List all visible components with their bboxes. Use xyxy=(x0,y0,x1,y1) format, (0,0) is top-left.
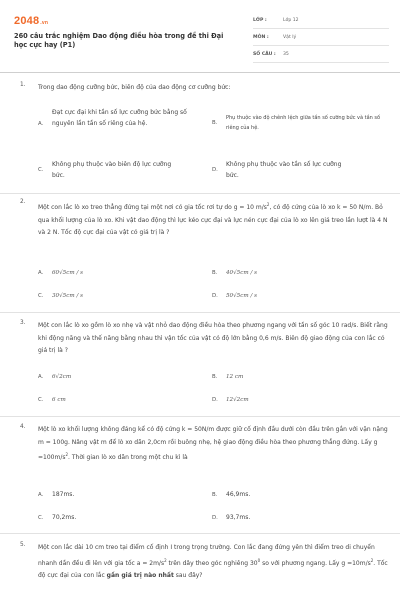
option-text: 46,9ms. xyxy=(226,491,251,498)
question-number: 2. xyxy=(20,199,26,205)
meta-subject-row xyxy=(253,33,389,46)
option-letter: D. xyxy=(212,515,218,521)
option-letter: D. xyxy=(212,167,218,173)
option-letter: A. xyxy=(38,121,44,127)
question-text-part: . Tốc độ cực đại của con lắc xyxy=(38,559,388,580)
option-text: 70,2ms. xyxy=(52,514,77,521)
question-text xyxy=(38,424,388,465)
emphasis-text: gần giá trị nào nhất xyxy=(106,572,174,580)
question-text xyxy=(38,199,388,240)
question-text-part: so với phương ngang. Lấy g =10m/s xyxy=(260,559,371,567)
option-letter: B. xyxy=(212,492,218,498)
meta-class-value: Lớp 12 xyxy=(283,18,299,23)
option-letter: B. xyxy=(212,270,218,276)
option-letter: B. xyxy=(212,374,218,380)
option-text: 187ms. xyxy=(52,491,75,498)
question-text-part: . Thời gian lò xo dãn trong một chu kì là xyxy=(68,454,188,462)
superscript: 2 xyxy=(370,557,374,563)
option-text: 30√5cm / s xyxy=(52,293,83,299)
meta-class-row xyxy=(253,16,389,29)
option-letter: A. xyxy=(38,270,44,276)
document-title: 260 câu trắc nghiệm Dao động điều hòa trong đề thi Đại học cực hay (P1) xyxy=(14,32,224,49)
logo-suffix: .vn xyxy=(40,20,49,26)
meta-class-label: LỚP : xyxy=(253,18,267,23)
question-number: 5. xyxy=(20,542,26,548)
option-text: 93,7ms. xyxy=(226,514,251,521)
page-header xyxy=(0,0,400,70)
question-divider xyxy=(0,312,400,313)
option-text: 50√5cm / s xyxy=(226,293,257,299)
question-number: 3. xyxy=(20,320,26,326)
question-number: 4. xyxy=(20,424,26,430)
option-text: Phụ thuộc vào độ chênh lệch giữa tần số cưỡng bức và tần số riêng của hệ. xyxy=(226,115,381,131)
option-letter: D. xyxy=(212,397,218,403)
question-text-part: Một con lắc lò xo treo thẳng đứng tại một nơi có gia tốc rơi tự do g = 10 m/s xyxy=(38,204,267,211)
option-letter: A. xyxy=(38,374,44,380)
meta-subject-value: Vật lý xyxy=(283,35,297,40)
question-number: 1. xyxy=(20,82,26,88)
option-letter: D. xyxy=(212,293,218,299)
meta-count-value: 35 xyxy=(283,52,289,57)
option-text: 12√2cm xyxy=(226,397,249,403)
superscript: 2 xyxy=(164,557,167,563)
option-letter: C. xyxy=(38,515,44,521)
question-text-part: , có độ cứng của lò xo k = 50 N/m. Bỏ qua khối lượng của lò xo. Khi vật dao động thì lực kéo cực đại và lực nén cực đại của lò xo lên giá treo lần lượt là 4 N và 2 N. Tốc độ cực đại của vật có giá trị là ? xyxy=(38,204,388,237)
option-letter: A. xyxy=(38,492,44,498)
question-text-part: Một con lắc dài 10 cm treo tại điểm cố định I trong trọng trường. Con lắc đang đứng yên thì điểm treo di chuyển nhanh dần đều đi lên với gia tốc a = 2m/s xyxy=(38,544,375,567)
option-text: 40√5cm / s xyxy=(226,270,257,276)
superscript: 0 xyxy=(257,557,261,563)
superscript: 2 xyxy=(266,202,270,207)
superscript: 2 xyxy=(65,452,69,458)
question-text-part: Một lò xo khối lượng không đáng kể có độ cứng k = 50N/m được giữ cố định đầu dưới còn đầu trên gắn với vặn nặng m = 100g. Nâng vật m để lò xo dãn 2,0cm rồi buông nhẹ, hệ giao động điều hòa theo phương thẳng đứng. Lấy g =100m/s xyxy=(38,426,388,462)
question-divider xyxy=(0,533,400,534)
header-divider xyxy=(0,72,400,73)
question-text xyxy=(38,542,388,583)
option-text: 6√2cm xyxy=(52,374,72,380)
meta-count-label: SỐ CÂU : xyxy=(253,52,276,57)
option-text: Không phụ thuộc vào biên độ lực cưỡng bức. xyxy=(52,161,172,179)
meta-count-row xyxy=(253,50,389,63)
option-text: 60√5cm / s xyxy=(52,270,83,276)
question-text: Một con lắc lò xo gồm lò xo nhẹ và vật nhỏ dao động điều hòa theo phương ngang với tần số góc 10 rad/s. Biết rằng khi động năng và thế năng bằng nhau thì vận tốc của vật có độ lớn bằng 0,6 m/s. Biên độ giao động của con lắc có giá trị là ? xyxy=(38,322,388,355)
meta-subject-label: MÔN : xyxy=(253,35,269,40)
question-divider xyxy=(0,416,400,417)
option-letter: B. xyxy=(212,120,218,126)
option-letter: C. xyxy=(38,397,44,403)
site-logo[interactable] xyxy=(14,15,48,27)
option-letter: C. xyxy=(38,167,44,173)
option-text: 6 cm xyxy=(52,397,66,403)
question-divider xyxy=(0,193,400,194)
option-text: 12 cm xyxy=(226,374,244,380)
logo-text: 2048 xyxy=(14,15,40,27)
document-meta xyxy=(253,16,389,63)
question-text-part: trên dây theo góc nghiêng 30 xyxy=(166,559,258,567)
option-text: Đạt cực đại khi tần số lực cưỡng bức bằng số nguyên lần tần số riêng của hệ. xyxy=(52,109,187,127)
question-text-part: sau đây? xyxy=(173,572,203,580)
option-letter: C. xyxy=(38,293,44,299)
question-text: Trong dao động cưỡng bức, biên độ của dao động cơ cưỡng bức: xyxy=(38,84,231,91)
option-text: Không phụ thuộc vào tần số lực cưỡng bức. xyxy=(226,161,342,179)
